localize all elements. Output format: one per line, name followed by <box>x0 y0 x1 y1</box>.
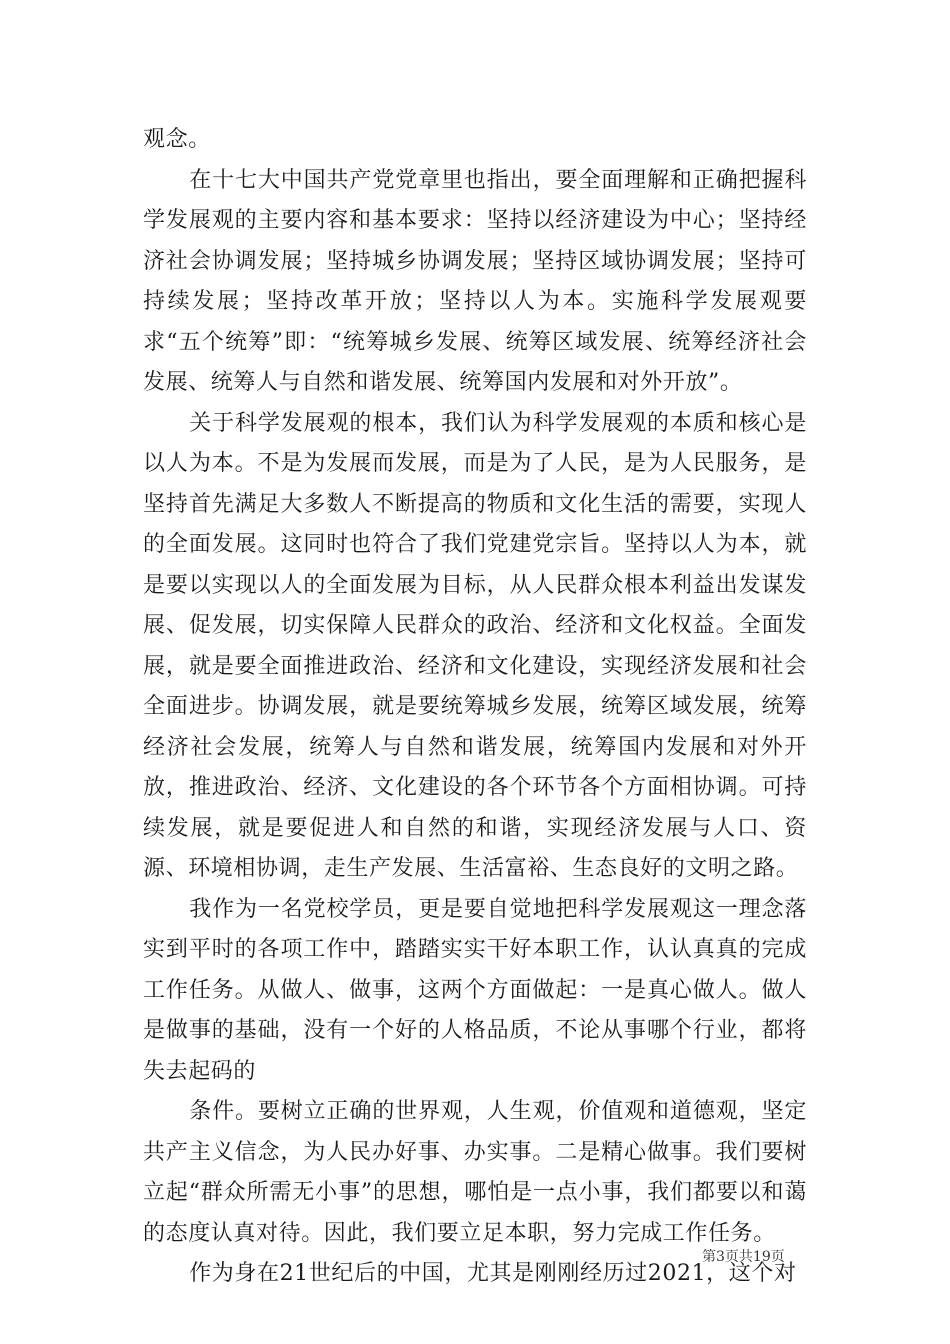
paragraph-1: 观念。 <box>143 127 211 152</box>
page-number-footer: 第3页共19页 <box>702 1249 785 1265</box>
paragraph-6: 作为身在21世纪后的中国，尤其是刚刚经历过2021，这个对 <box>189 1261 797 1286</box>
paragraph-2: 在十七大中国共产党党章里也指出，要全面理解和正确把握科学发展观的主要内容和基本要求：坚持以经济建设为中心；坚持经济社会协调发展；坚持城乡协调发展；坚持区域协调发展；坚持可持续发展；坚持改革开放；坚持以人为本。实施科学发展观要求“五个统筹”即：“统筹城乡发展、统筹区域发展、统筹经济社会发展、统筹人与自然和谐发展、统筹国内发展和对外开放”。 <box>143 167 807 395</box>
paragraph-3: 关于科学发展观的根本，我们认为科学发展观的本质和核心是以人为本。不是为发展而发展，而是为了人民，是为人民服务，是坚持首先满足大多数人不断提高的物质和文化生活的需要，实现人的全面发展。这同时也符合了我们党建党宗旨。坚持以人为本，就是要以实现以人的全面发展为目标，从人民群众根本利益出发谋发展、促发展，切实保障人民群众的政治、经济和文化权益。全面发展，就是要全面推进政治、经济和文化建设，实现经济发展和社会全面进步。协调发展，就是要统筹城乡发展，统筹区域发展，统筹经济社会发展，统筹人与自然和谐发展，统筹国内发展和对外开放，推进政治、经济、文化建设的各个环节各个方面相协调。可持续发展，就是要促进人和自然的和谐，实现经济发展与人口、资源、环境相协调，走生产发展、生活富裕、生态良好的文明之路。 <box>143 410 807 881</box>
document-body <box>143 120 807 1295</box>
paragraph-5: 条件。要树立正确的世界观，人生观，价值观和道德观，坚定共产主义信念，为人民办好事、办实事。二是精心做事。我们要树立起“群众所需无小事”的思想，哪怕是一点小事，我们都要以和蔼的态度认真对待。因此，我们要立足本职，努力完成工作任务。 <box>143 1099 807 1246</box>
paragraph-4: 我作为一名党校学员，更是要自觉地把科学发展观这一理念落实到平时的各项工作中，踏踏实实干好本职工作，认认真真的完成工作任务。从做人、做事，这两个方面做起：一是真心做人。做人是做事的基础，没有一个好的人格品质，不论从事哪个行业，都将失去起码的 <box>143 896 807 1084</box>
